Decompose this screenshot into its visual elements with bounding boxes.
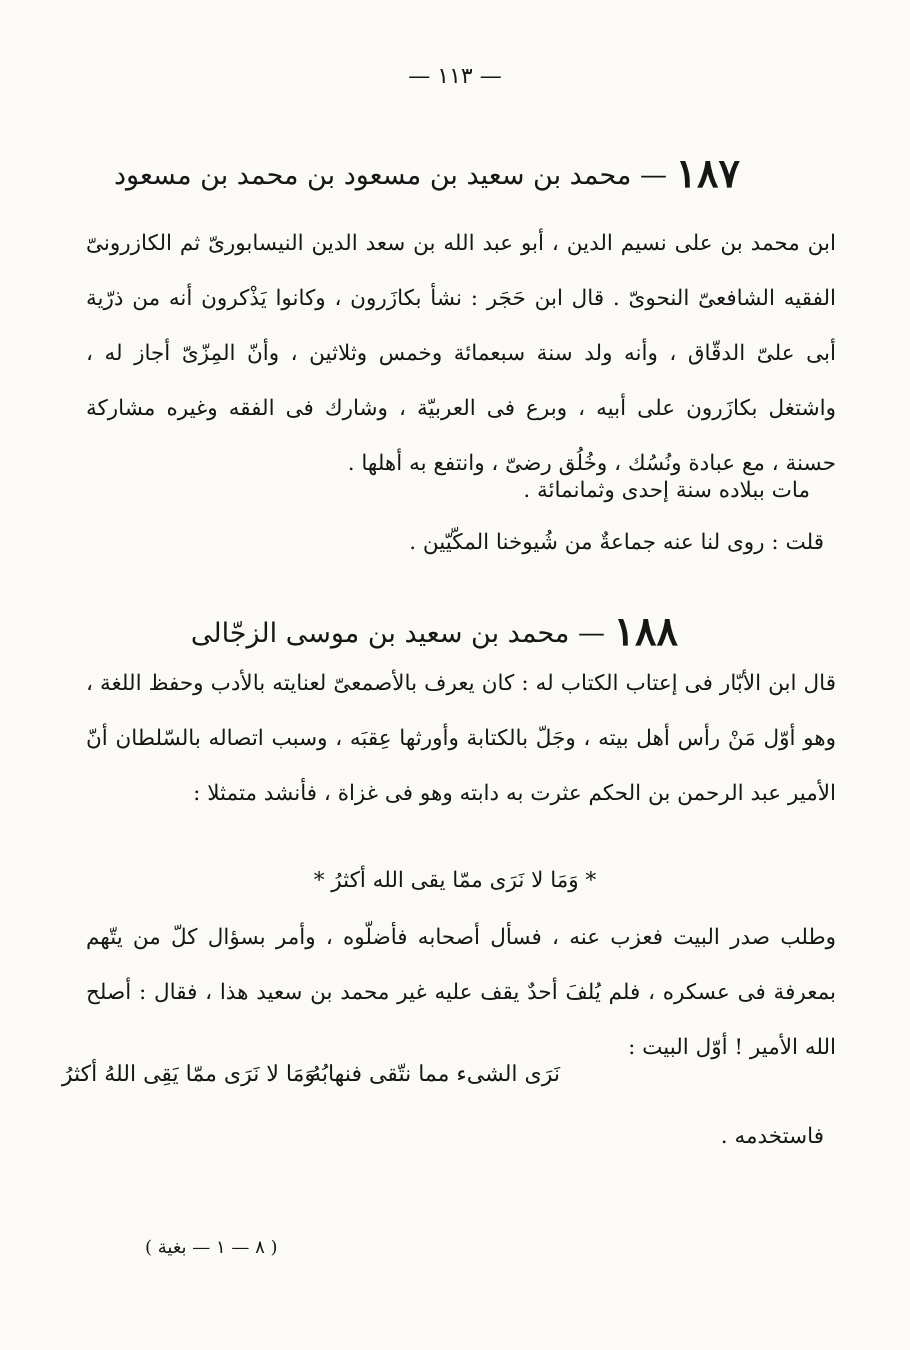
entry-187-paragraph: ابن محمد بن على نسيم الدين ، أبو عبد الله بن سعد الدين النيسابورىّ ثم الكازرونىّ الفقيه الشافعىّ النحوىّ . قال ابن حَجَر : نشأ بكازَرون ، وكانوا يَذْكرون أنه من ذرّية أبى علىّ الدقّاق ، وأنه ولد سنة سبعمائة وخمس وثلاثين ، وأنّ المِزّىّ أجاز له ، واشتغل بكازَرون على أبيه ، وبرع فى العربيّة ، وشارك فى الفقه وغيره مشاركة حسنة ، مع عبادة ونُسُك ، وخُلُق رضىّ ، وانتفع به أهلها . bbox=[86, 231, 836, 476]
verse-second-hemistich: وَمَا لا نَرَى ممّا يَقِى اللهُ أكثرُ bbox=[61, 1062, 315, 1087]
entry-187-death: مات ببلاده سنة إحدى وثمانمائة . bbox=[523, 478, 810, 503]
entry-187-number: ١٨٧ bbox=[675, 150, 740, 197]
entry-188-title: محمد بن سعيد بن موسى الزجّالى bbox=[190, 618, 570, 649]
signature-footer: ( ٨ — ١ — بغية ) bbox=[145, 1237, 278, 1258]
entry-188-number: ١٨٨ bbox=[613, 608, 678, 655]
entry-187-note: قلت : روى لنا عنه جماعةٌ من شُيوخنا المكّيّين . bbox=[409, 530, 824, 555]
entry-188-paragraph-1: قال ابن الأبّار فى إعتاب الكتاب له : كان يعرف بالأصمعىّ لعنايته بالأدب وحفظ اللغة ، وهو أوّل مَنْ رأس أهل بيته ، وجَلّ بالكتابة وأورثها عِقبَه ، وسبب اتصاله بالسّلطان أنّ الأمير عبد الرحمن بن الحكم عثرت به دابته وهو فى غزاة ، فأنشد متمثلا : bbox=[86, 671, 836, 806]
entry-188-heading bbox=[191, 608, 678, 655]
verse-fragment: * وَمَا لا نَرَى ممّا يقى الله أكثرُ * bbox=[313, 868, 597, 893]
verse-first-hemistich: نَرَى الشىء مما نتّقى فنهابُهُ bbox=[310, 1062, 560, 1087]
entry-187-heading bbox=[114, 150, 740, 197]
entry-188-paragraph-2: وطلب صدر البيت فعزب عنه ، فسأل أصحابه فأضلّوه ، وأمر بسؤال كلّ من يتّهم بمعرفة فى عسكره ، فلم يُلفَ أحدٌ يقف عليه غير محمد بن سعيد هذا ، فقال : أصلح الله الأمير ! أوّل البيت : bbox=[86, 925, 836, 1060]
closing-line: فاستخدمه . bbox=[720, 1124, 824, 1149]
entry-187-dash: — bbox=[639, 160, 667, 191]
page-number: — ١١٣ — bbox=[408, 64, 502, 89]
entry-187-title: محمد بن سعيد بن مسعود بن محمد بن مسعود bbox=[114, 160, 632, 191]
entry-188-dash: — bbox=[577, 618, 605, 649]
